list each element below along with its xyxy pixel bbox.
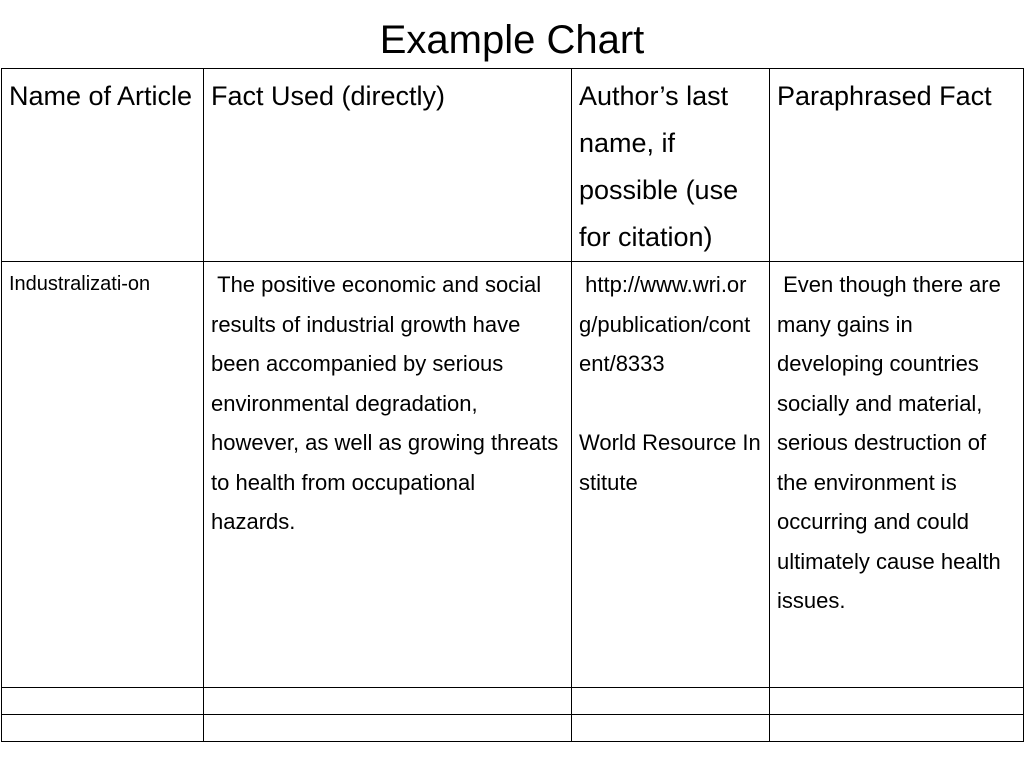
empty-cell	[770, 715, 1024, 742]
empty-cell	[204, 688, 572, 715]
header-cell-paraphrased-fact: Paraphrased Fact	[770, 69, 1024, 262]
author-source-cell: http://www.wri.org/publication/content/8333 World Resource Institute	[572, 262, 770, 688]
empty-cell	[204, 715, 572, 742]
research-notes-table	[1, 68, 1024, 742]
empty-cell	[572, 715, 770, 742]
empty-cell	[770, 688, 1024, 715]
fact-used-cell: The positive economic and social results of industrial growth have been accompanied by serious environmental degradation, however, as well as growing threats to health from occupational hazards.	[204, 262, 572, 688]
slide-title: Example Chart	[379, 18, 645, 62]
paraphrased-fact-cell: Even though there are many gains in developing countries socially and material, serious destruction of the environment is occurring and could ultimately cause health issues.	[770, 262, 1024, 688]
table-header-row	[2, 69, 1024, 262]
article-name-cell: Industralizati-on	[2, 262, 204, 688]
header-cell-article-name: Name of Article	[2, 69, 204, 262]
empty-cell	[572, 688, 770, 715]
header-cell-author: Author’s last name, if possible (use for citation)	[572, 69, 770, 262]
empty-cell	[2, 688, 204, 715]
table-row	[2, 688, 1024, 715]
table-row	[2, 715, 1024, 742]
table-row	[2, 262, 1024, 688]
header-cell-fact-used: Fact Used (directly)	[204, 69, 572, 262]
empty-cell	[2, 715, 204, 742]
